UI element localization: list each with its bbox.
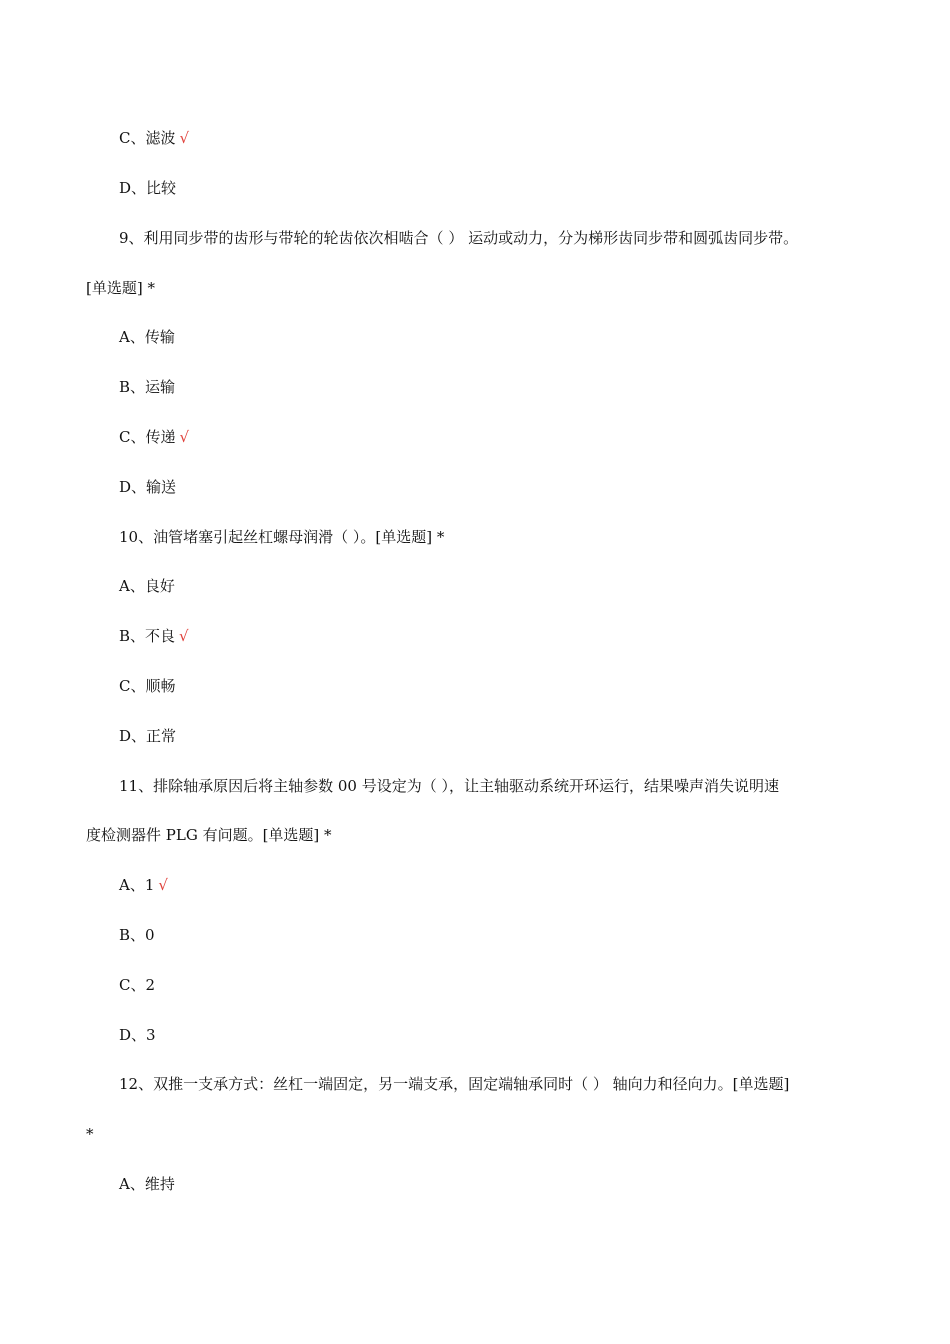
correct-check-icon: √: [158, 876, 168, 894]
option-a-q12: [119, 1174, 175, 1194]
option-text: B、运输: [119, 378, 176, 396]
option-c-q11: [119, 975, 155, 995]
question-11-line-2: 度检测器件 PLG 有问题。[单选题] *: [86, 826, 332, 844]
question-12-required-mark: [86, 1124, 94, 1144]
option-a-q11: [119, 875, 168, 895]
option-text: A、良好: [119, 577, 175, 595]
question-11-line-1: 11、排除轴承原因后将主轴参数 00 号设定为（ ），让主轴驱动系统开环运行，结果噪声消失说明速: [119, 777, 779, 795]
correct-check-icon: √: [179, 129, 190, 147]
question-12-line-1: 12、双推一支承方式：丝杠一端固定，另一端支承，固定端轴承同时（ ） 轴向力和径向力。[单选题]: [119, 1075, 790, 1093]
option-b-q9: [119, 377, 175, 397]
option-c-q9: [119, 427, 189, 447]
question-10-text: [119, 527, 444, 547]
option-text: A、维持: [119, 1175, 175, 1193]
option-b-q10: [119, 626, 189, 646]
option-text: C、顺畅: [119, 677, 176, 695]
option-text: C、2: [119, 976, 156, 994]
option-text: A、1: [119, 876, 155, 894]
question-12-text: [119, 1074, 789, 1094]
question-9-type: [86, 278, 155, 298]
question-9-line-2: [单选题] *: [86, 279, 155, 297]
question-9-line-1: 9、利用同步带的齿形与带轮的轮齿依次相啮合（ ） 运动或动力，分为梯形齿同步带和圆弧齿同步带。: [119, 229, 799, 247]
option-d-q9: [119, 477, 176, 497]
option-text: B、不良: [119, 627, 176, 645]
option-d-q11: [119, 1025, 156, 1045]
option-d-q8: [119, 178, 176, 198]
option-c-q10: [119, 676, 175, 696]
option-text: C、滤波: [119, 129, 176, 147]
question-12-line-2: *: [86, 1125, 94, 1143]
option-text: D、正常: [119, 727, 177, 745]
option-text: C、传递: [119, 428, 176, 446]
option-c-q8: [119, 128, 189, 148]
question-11-text: [119, 776, 779, 796]
option-text: B、0: [119, 926, 155, 944]
option-a-q9: [119, 327, 175, 347]
option-text: D、3: [119, 1026, 156, 1044]
option-b-q11: [119, 925, 155, 945]
question-10-line-1: 10、油管堵塞引起丝杠螺母润滑（ ）。[单选题] *: [119, 528, 445, 546]
option-text: D、输送: [119, 478, 177, 496]
question-11-continuation: [86, 825, 332, 845]
correct-check-icon: √: [179, 627, 189, 645]
option-text: A、传输: [119, 328, 175, 346]
option-d-q10: [119, 726, 176, 746]
correct-check-icon: √: [179, 428, 190, 446]
option-text: D、比较: [119, 179, 177, 197]
option-a-q10: [119, 576, 175, 596]
question-9-text: [119, 228, 798, 248]
